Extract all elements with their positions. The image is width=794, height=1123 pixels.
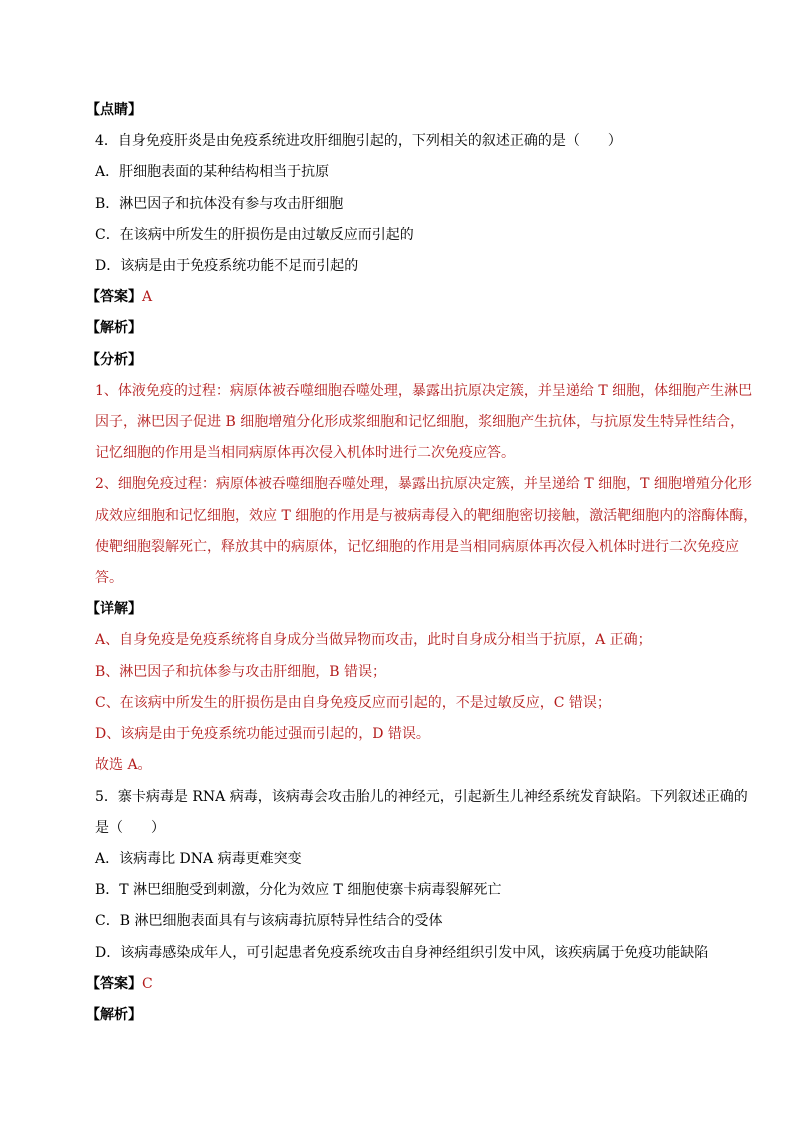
q4-option-d: D．该病是由于免疫系统功能不足而引起的	[95, 258, 359, 274]
q4-analysis-line: 记忆细胞的作用是当相同病原体再次侵入机体时进行二次免疫应答。	[95, 445, 515, 461]
q5-stem-line2: 是（ ）	[95, 820, 165, 836]
q4-analysis-line: 成效应细胞和记忆细胞，效应 T 细胞的作用是与被病毒侵入的靶细胞密切接触，激活靶细胞内的溶酶体酶，	[95, 508, 758, 524]
q4-analysis-line: 答。	[95, 570, 123, 586]
q4-detail-line: B、淋巴因子和抗体参与攻击肝细胞，B 错误；	[95, 664, 387, 680]
q4-detail-line: A、自身免疫是免疫系统将自身成分当做异物而攻击，此时自身成分相当于抗原，A 正确；	[95, 632, 652, 648]
q5-jiexi-heading: 【解析】	[86, 1007, 142, 1023]
q4-xiangjie-heading: 【详解】	[86, 601, 142, 617]
q5-option-a: A．该病毒比 DNA 病毒更难突变	[95, 851, 302, 867]
q4-detail-line: D、该病是由于免疫系统功能过强而引起的，D 错误。	[95, 726, 430, 742]
q5-answer-label: 【答案】	[86, 976, 142, 992]
q4-option-b: B．淋巴因子和抗体没有参与攻击肝细胞	[95, 196, 344, 212]
q4-option-a: A．肝细胞表面的某种结构相当于抗原	[95, 164, 330, 180]
q4-analysis-line: 2、细胞免疫过程：病原体被吞噬细胞吞噬处理，暴露出抗原决定簇，并呈递给 T 细胞，T 细胞增殖分化形	[95, 476, 752, 492]
q5-option-b: B．T 淋巴细胞受到刺激，分化为效应 T 细胞使寨卡病毒裂解死亡	[95, 882, 502, 898]
q5-option-c: C．B 淋巴细胞表面具有与该病毒抗原特异性结合的受体	[95, 913, 443, 929]
q4-option-c: C．在该病中所发生的肝损伤是由过敏反应而引起的	[95, 227, 414, 243]
q5-answer-value: C	[142, 976, 153, 992]
q4-analysis-line: 1、体液免疫的过程：病原体被吞噬细胞吞噬处理，暴露出抗原决定簇，并呈递给 T 细胞，体细胞产生淋巴	[95, 383, 753, 399]
q5-option-d: D．该病毒感染成年人，可引起患者免疫系统攻击自身神经组织引发中风，该疾病属于免疫功能缺陷	[95, 945, 709, 961]
q4-stem: 4．自身免疫肝炎是由免疫系统进攻肝细胞引起的，下列相关的叙述正确的是（ ）	[95, 133, 622, 149]
q4-detail-line: 故选 A。	[95, 757, 152, 773]
q4-fenxi-heading: 【分析】	[86, 352, 142, 368]
q5-stem-line1: 5．寨卡病毒是 RNA 病毒，该病毒会攻击胎儿的神经元，引起新生儿神经系统发育缺陷。下列叙述正确的	[95, 789, 748, 805]
q4-detail-line: C、在该病中所发生的肝损伤是由自身免疫反应而引起的，不是过敏反应，C 错误；	[95, 695, 611, 711]
q4-answer-label: 【答案】	[86, 289, 142, 305]
q4-analysis-line: 因子，淋巴因子促进 B 细胞增殖分化形成浆细胞和记忆细胞，浆细胞产生抗体，与抗原发生特异性结合，	[95, 414, 745, 430]
dianjing-heading: 【点睛】	[86, 102, 142, 118]
q4-analysis-line: 使靶细胞裂解死亡，释放其中的病原体，记忆细胞的作用是当相同病原体再次侵入机体时进行二次免疫应	[95, 539, 739, 555]
q4-answer	[86, 287, 152, 307]
q4-jiexi-heading: 【解析】	[86, 320, 142, 336]
q5-answer	[86, 974, 153, 994]
q4-answer-value: A	[142, 289, 153, 305]
